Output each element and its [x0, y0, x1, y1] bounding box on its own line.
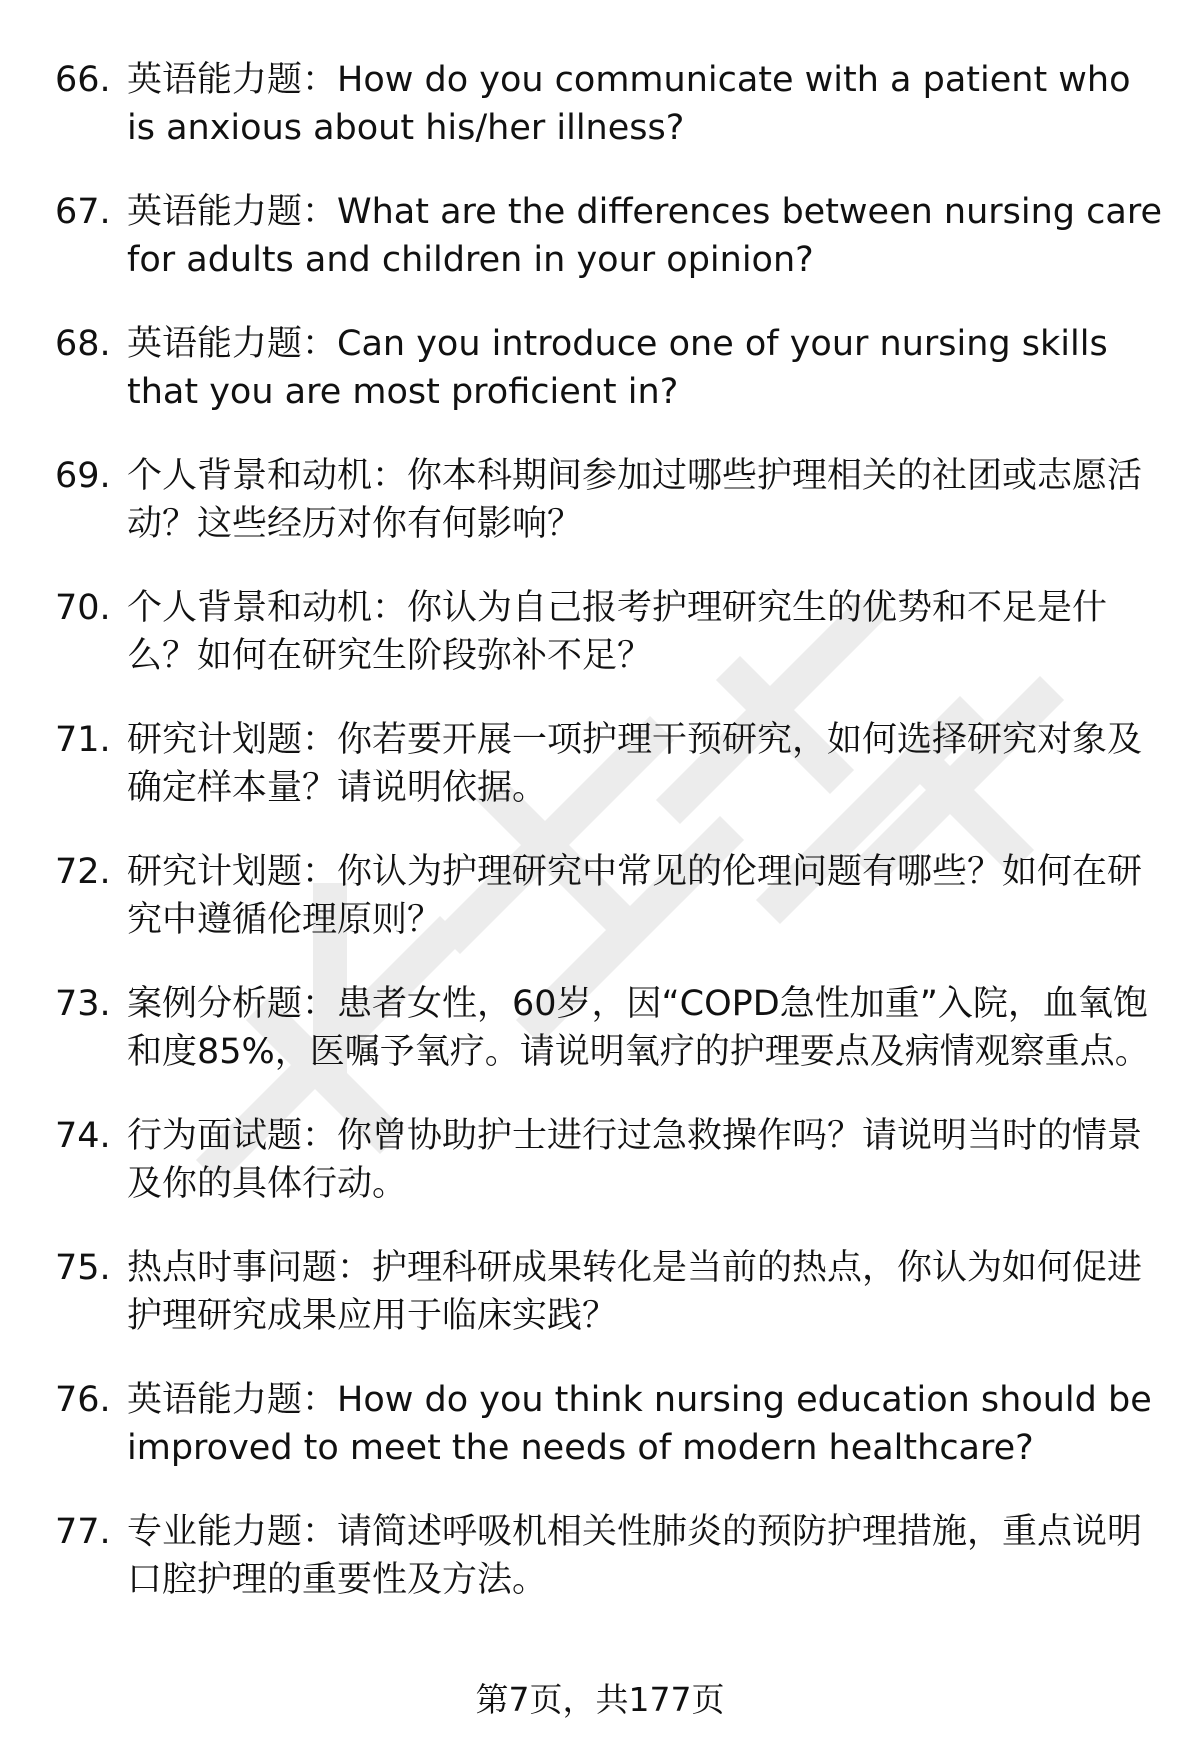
question-text: 个人背景和动机：你本科期间参加过哪些护理相关的社团或志愿活动？这些经历对你有何影响？: [127, 456, 1143, 544]
question-number: 69.: [55, 456, 111, 496]
question-item: [55, 584, 1165, 680]
question-text: 英语能力题：How do you communicate with a patient who is anxious about his/her illness?: [127, 60, 1131, 148]
question-item: [55, 1376, 1165, 1472]
question-item: [55, 980, 1165, 1076]
page-number-footer: 第7页，共177页: [475, 1680, 725, 1719]
question-number: 67.: [55, 192, 111, 232]
question-text: 热点时事问题：护理科研成果转化是当前的热点，你认为如何促进护理研究成果应用于临床实践？: [127, 1248, 1143, 1336]
question-number: 70.: [55, 588, 111, 628]
question-number: 76.: [55, 1380, 111, 1420]
question-item: [55, 1112, 1165, 1208]
question-number: 75.: [55, 1248, 111, 1288]
question-text: 英语能力题：How do you think nursing education should be improved to meet the needs of modern healthcare?: [127, 1380, 1152, 1468]
question-number: 77.: [55, 1512, 111, 1552]
question-text: 英语能力题：What are the differences between nursing care for adults and children in your opinion?: [127, 192, 1162, 280]
question-item: [55, 1244, 1165, 1340]
question-item: [55, 716, 1165, 812]
question-number: 72.: [55, 852, 111, 892]
question-number: 66.: [55, 60, 111, 100]
question-item: [55, 452, 1165, 548]
question-item: [55, 848, 1165, 944]
question-item: [55, 1508, 1165, 1604]
question-item: [55, 188, 1165, 284]
question-list: [55, 56, 1165, 1640]
question-text: 英语能力题：Can you introduce one of your nursing skills that you are most proficient in?: [127, 324, 1108, 412]
question-text: 研究计划题：你若要开展一项护理干预研究，如何选择研究对象及确定样本量？请说明依据。: [127, 720, 1143, 808]
question-text: 行为面试题：你曾协助护士进行过急救操作吗？请说明当时的情景及你的具体行动。: [127, 1116, 1143, 1204]
question-text: 案例分析题：患者女性，60岁，因“COPD急性加重”入院，血氧饱和度85%，医嘱予氧疗。请说明氧疗的护理要点及病情观察重点。: [127, 984, 1150, 1072]
question-item: [55, 320, 1165, 416]
question-number: 71.: [55, 720, 111, 760]
question-number: 68.: [55, 324, 111, 364]
question-number: 74.: [55, 1116, 111, 1156]
question-text: 研究计划题：你认为护理研究中常见的伦理问题有哪些？如何在研究中遵循伦理原则？: [127, 852, 1143, 940]
question-item: [55, 56, 1165, 152]
question-number: 73.: [55, 984, 111, 1024]
question-text: 专业能力题：请简述呼吸机相关性肺炎的预防护理措施，重点说明口腔护理的重要性及方法。: [127, 1512, 1143, 1600]
question-text: 个人背景和动机：你认为自己报考护理研究生的优势和不足是什么？如何在研究生阶段弥补不足？: [127, 588, 1108, 676]
